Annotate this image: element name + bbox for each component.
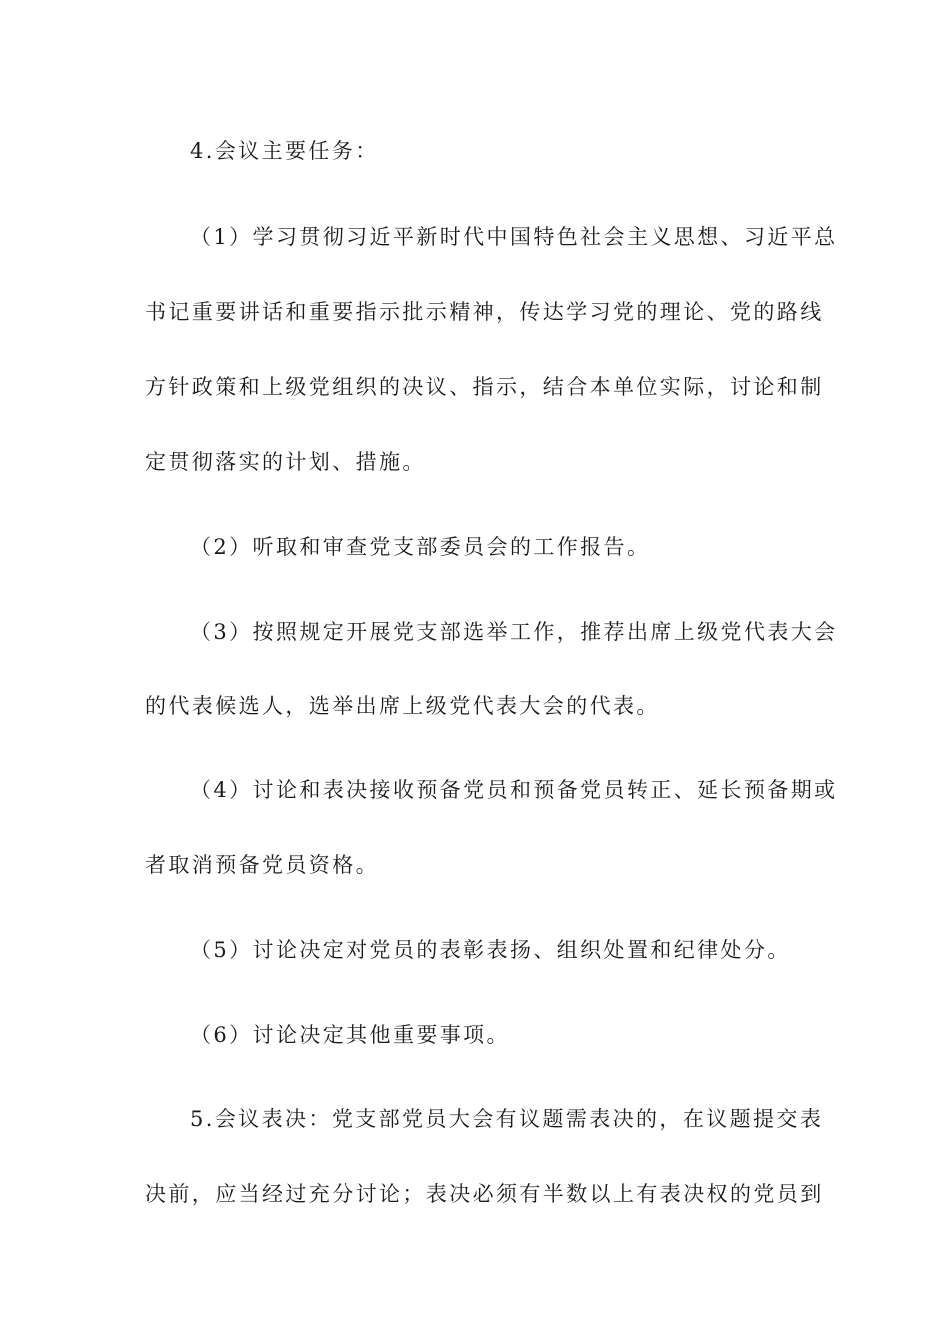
paragraph-line: （4）讨论和表决接收预备党员和预备党员转正、延长预备期或 (190, 778, 838, 802)
paragraph-line: （2）听取和审查党支部委员会的工作报告。 (190, 535, 651, 559)
paragraph-line: 决前，应当经过充分讨论；表决必须有半数以上有表决权的党员到 (145, 1182, 824, 1206)
paragraph-line: （5）讨论决定对党员的表彰表扬、组织处置和纪律处分。 (190, 938, 791, 962)
paragraph-line: （6）讨论决定其他重要事项。 (190, 1023, 510, 1047)
paragraph-line: 的代表候选人，选举出席上级党代表大会的代表。 (145, 694, 660, 718)
section-heading-voting: 5.会议表决：党支部党员大会有议题需表决的，在议题提交表 (190, 1107, 824, 1131)
paragraph-line: 书记重要讲话和重要指示批示精神，传达学习党的理论、党的路线 (145, 300, 824, 324)
paragraph-line: 定贯彻落实的计划、措施。 (145, 450, 426, 474)
section-heading-tasks: 4.会议主要任务： (190, 139, 379, 163)
paragraph-line: 方针政策和上级党组织的决议、指示，结合本单位实际，讨论和制 (145, 375, 824, 399)
paragraph-line: 者取消预备党员资格。 (145, 853, 379, 877)
paragraph-line: （1）学习贯彻习近平新时代中国特色社会主义思想、习近平总 (190, 225, 838, 249)
paragraph-line: （3）按照规定开展党支部选举工作，推荐出席上级党代表大会 (190, 620, 838, 644)
